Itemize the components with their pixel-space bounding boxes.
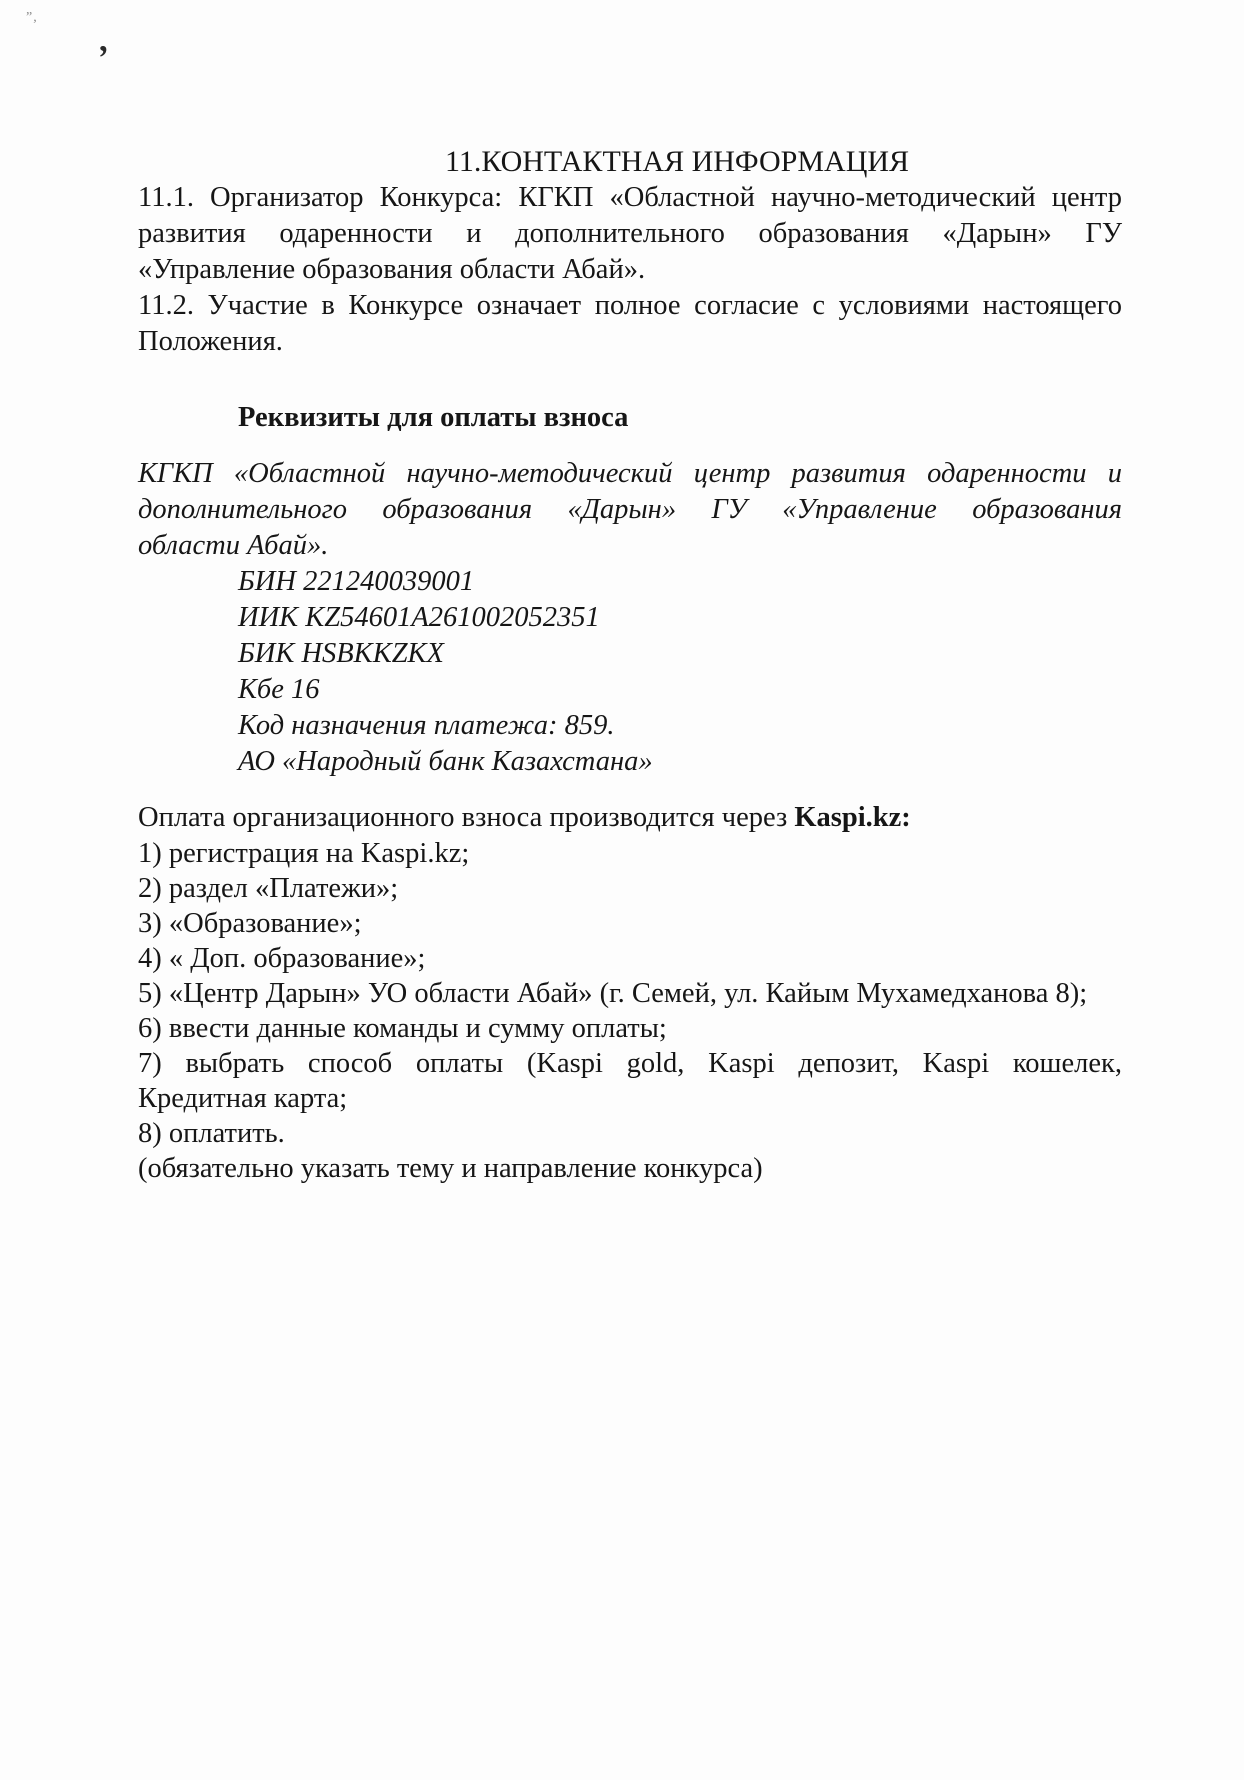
requisite-kbe: Кбе 16 xyxy=(238,674,320,705)
para-11-1-line-3: «Управление образования области Абай». xyxy=(138,254,646,285)
payment-intro xyxy=(138,800,1122,836)
payment-intro-kaspi: Kaspi.kz: xyxy=(794,802,911,833)
payment-step-7-line-1: 7) выбрать способ оплаты (Kaspi gold, Kaspi депозит, Kaspi кошелек, xyxy=(138,1048,1122,1079)
payment-step-8: 8) оплатить. xyxy=(138,1118,285,1149)
payment-step-3: 3) «Образование»; xyxy=(138,908,362,939)
requisites-org-line-3: области Абай». xyxy=(138,530,329,561)
payment-step-5: 5) «Центр Дарын» УО области Абай» (г. Семей, ул. Кайым Мухамедханова 8); xyxy=(138,978,1088,1009)
para-11-1-line-2: развития одаренности и дополнительного образования «Дарын» ГУ xyxy=(138,218,1122,249)
scan-artifact-comma: , xyxy=(95,21,109,60)
para-11-2-line-2: Положения. xyxy=(138,326,283,357)
payment-step-4: 4) « Доп. образование»; xyxy=(138,943,426,974)
requisite-payment-code: Код назначения платежа: 859. xyxy=(238,710,615,741)
requisite-bik: БИК HSBKKZKX xyxy=(238,638,444,669)
para-11-2-line-1: 11.2. Участие в Конкурсе означает полное согласие с условиями настоящего xyxy=(138,290,1122,321)
page-title: 11.КОНТАКТНАЯ ИНФОРМАЦИЯ xyxy=(444,145,910,178)
payment-steps xyxy=(138,836,1122,1186)
requisites-org-line-1: КГКП «Областной научно-методический центр развития одаренности и xyxy=(138,458,1122,489)
payment-step-7-line-2: Кредитная карта; xyxy=(138,1083,348,1114)
payment-step-6: 6) ввести данные команды и сумму оплаты; xyxy=(138,1013,667,1044)
requisites-org-line-2: дополнительного образования «Дарын» ГУ «Управление образования xyxy=(138,494,1122,525)
document-body xyxy=(138,144,1122,1186)
payment-note: (обязательно указать тему и направление конкурса) xyxy=(138,1153,763,1184)
requisite-bank: АО «Народный банк Казахстана» xyxy=(238,746,653,777)
payment-step-2: 2) раздел «Платежи»; xyxy=(138,873,399,904)
requisites-heading: Реквизиты для оплаты взноса xyxy=(238,402,629,433)
payment-step-1: 1) регистрация на Kaspi.kz; xyxy=(138,838,470,869)
para-11-1-line-1: 11.1. Организатор Конкурса: КГКП «Областной научно-методический центр xyxy=(138,182,1122,213)
requisite-iik: ИИК KZ54601A261002052351 xyxy=(238,602,600,633)
requisite-bin: БИН 221240039001 xyxy=(238,566,475,597)
payment-intro-text: Оплата организационного взноса производится через xyxy=(138,802,788,833)
scan-artifact-dots: ”, xyxy=(26,10,38,25)
